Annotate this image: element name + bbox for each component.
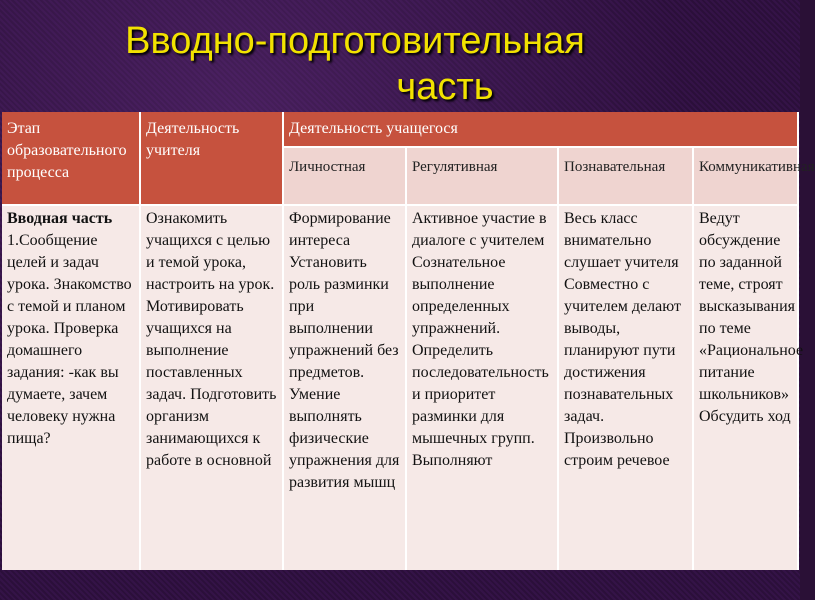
header-teacher: Деятельность учителя	[140, 112, 283, 205]
stage-text: 1.Сообщение целей и задач урока. Знакомство с темой и планом урока. Проверка домашнего задания: -как вы думаете, зачем человеку нужна пища?	[7, 232, 132, 447]
header-row	[2, 112, 798, 147]
header-stage: Этап образовательного процесса	[2, 112, 140, 205]
cell-communicative: Ведут обсуждение по заданной теме, строят высказывания по теме «Рациональное питание школьников» Обсудить ход	[693, 205, 798, 570]
subheader-communicative: Коммуникативная	[693, 147, 798, 205]
cell-teacher: Ознакомить учащихся с целью и темой урока, настроить на урок. Мотивировать учащихся на выполнение поставленных задач. Подготовить организм занимающихся к работе в основной	[140, 205, 283, 570]
table-row	[2, 205, 798, 570]
cell-cognitive: Весь класс внимательно слушает учителя Совместно с учителем делают выводы, планируют пути достижения познавательных задач. Произвольно строим речевое	[558, 205, 693, 570]
title-line-1: Вводно-подготовительная	[125, 20, 585, 62]
slide-title	[0, 18, 800, 110]
subheader-cognitive: Познавательная	[558, 147, 693, 205]
cell-personal: Формирование интереса Установить роль разминки при выполнении упражнений без предметов. Умение выполнять физические упражнения для развития мышц	[283, 205, 406, 570]
cell-stage	[2, 205, 140, 570]
lesson-table	[2, 112, 815, 570]
subheader-regulative: Регулятивная	[406, 147, 558, 205]
cell-regulative: Активное участие в диалоге с учителем Сознательное выполнение определенных упражнений. Определить последовательность и приоритет разминки для мышечных групп. Выполняют	[406, 205, 558, 570]
title-line-2: часть	[396, 66, 494, 108]
header-student: Деятельность учащегося	[283, 112, 798, 147]
subheader-personal: Личностная	[283, 147, 406, 205]
stage-title: Вводная часть	[7, 210, 113, 227]
